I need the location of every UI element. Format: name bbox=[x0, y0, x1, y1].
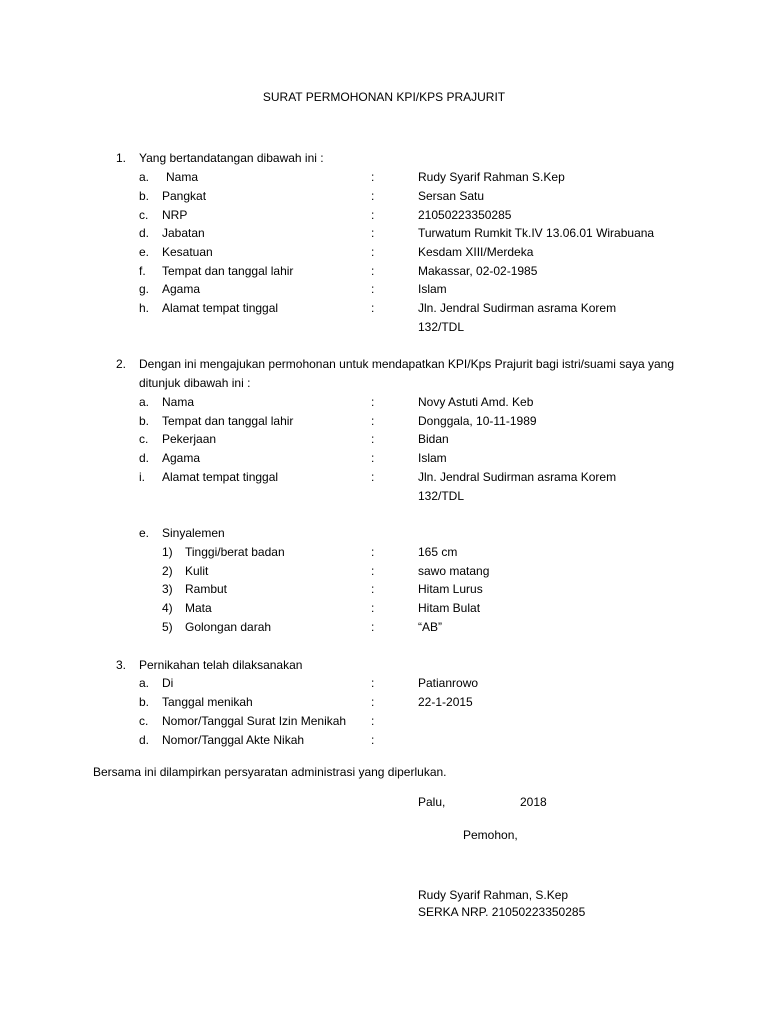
marriage-row-di bbox=[0, 674, 768, 693]
sinyalemen-heading-row bbox=[0, 524, 768, 543]
field-row-alamat-cont bbox=[0, 318, 768, 337]
colon: : bbox=[371, 695, 375, 709]
colon: : bbox=[371, 226, 375, 240]
field-label: Nama bbox=[166, 170, 199, 184]
field-label: Alamat tempat tinggal bbox=[162, 301, 279, 315]
field-value: Turwatum Rumkit Tk.IV 13.06.01 Wirabuana bbox=[418, 226, 655, 240]
field-label: NRP bbox=[162, 208, 188, 222]
item-letter: c. bbox=[139, 432, 149, 446]
marriage-row-tanggal bbox=[0, 693, 768, 712]
signature-place: Palu, bbox=[418, 795, 446, 809]
colon: : bbox=[371, 676, 375, 690]
sub-number: 1) bbox=[162, 545, 173, 559]
spouse-row-ttl bbox=[0, 412, 768, 431]
field-label: Tinggi/berat badan bbox=[185, 545, 285, 559]
field-row-kesatuan bbox=[0, 243, 768, 262]
colon: : bbox=[371, 564, 375, 578]
signature-role: Pemohon, bbox=[463, 828, 518, 842]
field-value: sawo matang bbox=[418, 564, 490, 578]
spouse-row-alamat bbox=[0, 468, 768, 487]
field-value: Jln. Jendral Sudirman asrama Korem bbox=[418, 301, 617, 315]
colon: : bbox=[371, 189, 375, 203]
colon: : bbox=[371, 208, 375, 222]
spouse-row-agama bbox=[0, 449, 768, 468]
field-value: Sersan Satu bbox=[418, 189, 485, 203]
section-heading: Dengan ini mengajukan permohonan untuk mendapatkan KPI/Kps Prajurit bagi istri/suami saya yang ditunjuk dibawah ini : bbox=[139, 357, 674, 390]
colon: : bbox=[371, 451, 375, 465]
field-row-nrp bbox=[0, 206, 768, 225]
item-letter: a. bbox=[139, 395, 150, 409]
field-label: Rambut bbox=[185, 582, 228, 596]
sinyalemen-row-rambut bbox=[0, 580, 768, 599]
spouse-row-nama bbox=[0, 393, 768, 412]
field-value: 21050223350285 bbox=[418, 208, 512, 222]
sinyalemen-label: Sinyalemen bbox=[162, 526, 225, 540]
field-label: Nomor/Tanggal Surat Izin Menikah bbox=[162, 714, 347, 728]
item-letter: b. bbox=[139, 695, 150, 709]
item-letter: b. bbox=[139, 414, 150, 428]
colon: : bbox=[371, 245, 375, 259]
document-title: SURAT PERMOHONAN KPI/KPS PRAJURIT bbox=[262, 90, 506, 104]
marriage-row-akte bbox=[0, 731, 768, 750]
item-letter: i. bbox=[139, 470, 145, 484]
field-value-continued: 132/TDL bbox=[418, 489, 465, 503]
field-label: Pangkat bbox=[162, 189, 207, 203]
section-heading: Yang bertandatangan dibawah ini : bbox=[139, 151, 324, 165]
sub-number: 4) bbox=[162, 601, 173, 615]
item-letter: g. bbox=[139, 282, 150, 296]
field-row-jabatan bbox=[0, 224, 768, 243]
sinyalemen-row-tinggi bbox=[0, 543, 768, 562]
field-value-continued: 132/TDL bbox=[418, 320, 465, 334]
colon: : bbox=[371, 170, 375, 184]
colon: : bbox=[371, 620, 375, 634]
item-letter: e. bbox=[139, 526, 150, 540]
field-label: Agama bbox=[162, 282, 201, 296]
field-label: Pekerjaan bbox=[162, 432, 217, 446]
section-number: 1. bbox=[116, 151, 127, 165]
colon: : bbox=[371, 282, 375, 296]
sinyalemen-row-mata bbox=[0, 599, 768, 618]
sinyalemen-row-goldar bbox=[0, 618, 768, 637]
colon: : bbox=[371, 414, 375, 428]
field-row-alamat bbox=[0, 299, 768, 318]
field-label: Nomor/Tanggal Akte Nikah bbox=[162, 733, 305, 747]
item-letter: h. bbox=[139, 301, 150, 315]
marriage-row-surat-izin bbox=[0, 712, 768, 731]
item-letter: c. bbox=[139, 714, 149, 728]
signatory-name: Rudy Syarif Rahman, S.Kep bbox=[418, 888, 569, 902]
field-label: Tempat dan tanggal lahir bbox=[162, 264, 294, 278]
field-value: Jln. Jendral Sudirman asrama Korem bbox=[418, 470, 617, 484]
field-label: Kesatuan bbox=[162, 245, 213, 259]
item-letter: d. bbox=[139, 226, 150, 240]
field-value: Hitam Lurus bbox=[418, 582, 483, 596]
item-letter: d. bbox=[139, 733, 150, 747]
sub-number: 3) bbox=[162, 582, 173, 596]
field-value: Islam bbox=[418, 451, 447, 465]
item-letter: e. bbox=[139, 245, 150, 259]
item-letter: d. bbox=[139, 451, 150, 465]
field-value: Islam bbox=[418, 282, 447, 296]
item-letter: a. bbox=[139, 170, 150, 184]
field-label: Agama bbox=[162, 451, 201, 465]
field-row-agama bbox=[0, 280, 768, 299]
field-value: Patianrowo bbox=[418, 676, 479, 690]
field-value: Hitam Bulat bbox=[418, 601, 481, 615]
colon: : bbox=[371, 264, 375, 278]
section-number: 3. bbox=[116, 658, 127, 672]
colon: : bbox=[371, 395, 375, 409]
field-row-ttl bbox=[0, 262, 768, 281]
item-letter: c. bbox=[139, 208, 149, 222]
field-value: Makassar, 02-02-1985 bbox=[418, 264, 538, 278]
closing-statement: Bersama ini dilampirkan persyaratan administrasi yang diperlukan. bbox=[93, 765, 447, 779]
colon: : bbox=[371, 301, 375, 315]
field-value: 22-1-2015 bbox=[418, 695, 473, 709]
field-value: 165 cm bbox=[418, 545, 458, 559]
field-row-pangkat bbox=[0, 187, 768, 206]
spouse-row-pekerjaan bbox=[0, 430, 768, 449]
field-value: Bidan bbox=[418, 432, 449, 446]
colon: : bbox=[371, 733, 375, 747]
colon: : bbox=[371, 601, 375, 615]
field-label: Jabatan bbox=[162, 226, 205, 240]
field-label: Kulit bbox=[185, 564, 209, 578]
sub-number: 5) bbox=[162, 620, 173, 634]
field-value: “AB” bbox=[418, 620, 442, 634]
colon: : bbox=[371, 470, 375, 484]
field-label: Mata bbox=[185, 601, 212, 615]
sinyalemen-row-kulit bbox=[0, 562, 768, 581]
field-label: Tempat dan tanggal lahir bbox=[162, 414, 294, 428]
colon: : bbox=[371, 582, 375, 596]
item-letter: b. bbox=[139, 189, 150, 203]
field-value: Novy Astuti Amd. Keb bbox=[418, 395, 534, 409]
field-value: Kesdam XIII/Merdeka bbox=[418, 245, 534, 259]
field-label: Alamat tempat tinggal bbox=[162, 470, 279, 484]
item-letter: a. bbox=[139, 676, 150, 690]
field-label: Golongan darah bbox=[185, 620, 272, 634]
signature-year: 2018 bbox=[520, 795, 547, 809]
field-row-nama bbox=[0, 168, 768, 187]
spouse-row-alamat-cont bbox=[0, 487, 768, 506]
field-value: Rudy Syarif Rahman S.Kep bbox=[418, 170, 565, 184]
colon: : bbox=[371, 714, 375, 728]
section-number: 2. bbox=[116, 357, 127, 371]
section-heading: Pernikahan telah dilaksanakan bbox=[139, 658, 303, 672]
field-label: Di bbox=[162, 676, 174, 690]
field-label: Nama bbox=[162, 395, 195, 409]
colon: : bbox=[371, 545, 375, 559]
signatory-rank-nrp: SERKA NRP. 21050223350285 bbox=[418, 905, 586, 919]
item-letter: f. bbox=[139, 264, 146, 278]
section-3-heading-row bbox=[0, 656, 768, 675]
colon: : bbox=[371, 432, 375, 446]
sub-number: 2) bbox=[162, 564, 173, 578]
field-value: Donggala, 10-11-1989 bbox=[418, 414, 537, 428]
field-label: Tanggal menikah bbox=[162, 695, 253, 709]
section-1-heading-row bbox=[0, 149, 768, 168]
